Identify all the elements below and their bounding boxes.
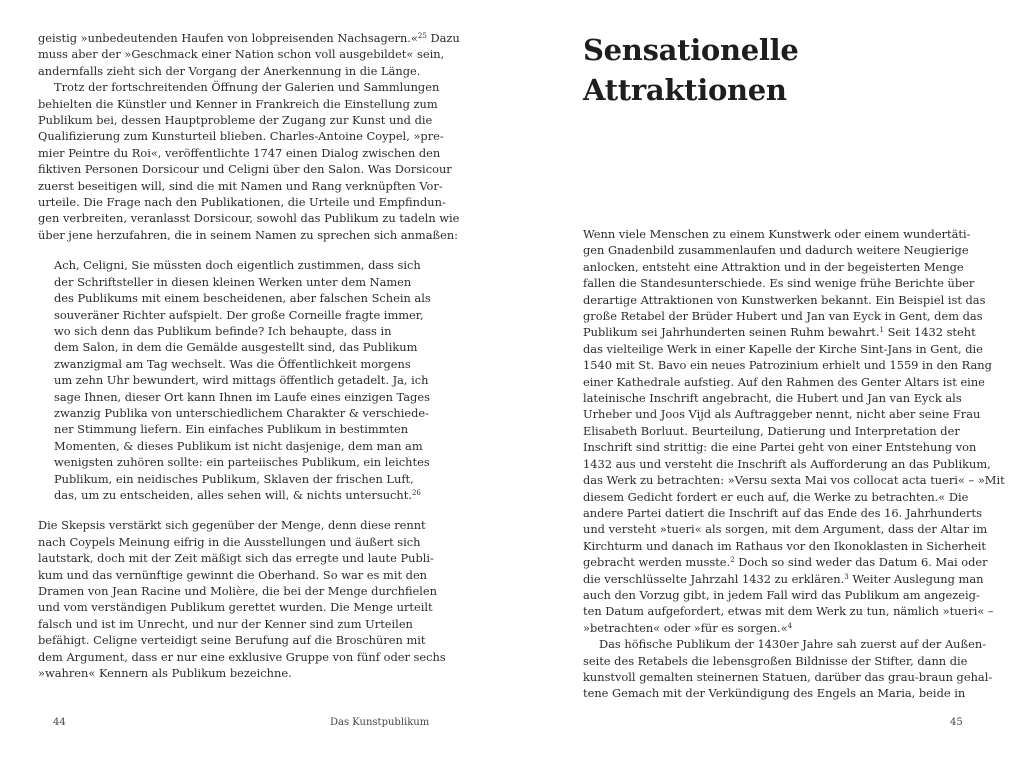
quote-line: der Schriftsteller in diesen kleinen Werken unter dem Namen — [54, 274, 412, 289]
text-line: »betrachten« oder »für es sorgen.«$^4$ — [583, 620, 793, 635]
right-body-text — [583, 226, 1005, 702]
text-line: das vielteilige Werk in einer Kapelle der Kirche Sint-Jans in Gent, die — [583, 341, 983, 356]
text-line: auch den Vorzug gibt, in jedem Fall wird das Publikum am angezeig- — [583, 587, 980, 602]
text-line: Inschrift sind strittig: die eine Partei geht von einer Entstehung von — [583, 440, 977, 455]
footnote-ref[interactable]: 2 — [730, 556, 735, 565]
text-line: tene Gemach mit der Verkündigung des Engels an Maria, beide in — [583, 686, 966, 701]
text-line: lateinische Inschrift angebracht, die Hubert und Jan van Eyck als — [583, 391, 962, 406]
footnote-ref[interactable]: 26 — [411, 488, 421, 497]
text-line: andernfalls zieht sich der Vorgang der Anerkennung in die Länge. — [38, 63, 421, 78]
text-line: Elisabeth Borluut. Beurteilung, Datierung und Interpretation der — [583, 423, 960, 438]
text-line: gebracht werden musste.$^2$ Doch so sind weder das Datum 6. Mai oder — [583, 555, 988, 570]
chapter-title — [583, 30, 798, 110]
text-line: die verschlüsselte Jahrzahl 1432 zu erklären.$^3$ Weiter Auslegung man — [583, 571, 984, 586]
quote-line: des Publikums mit einem bescheidenen, aber falschen Schein als — [54, 291, 431, 306]
text-line: und vom verständigen Publikum gerettet wurden. Die Menge urteilt — [38, 600, 433, 615]
text-line: falsch und ist im Unrecht, und nur der Kenner sind zum Urteilen — [38, 616, 413, 631]
text-line: Wenn viele Menschen zu einem Kunstwerk oder einem wundertäti- — [583, 227, 971, 241]
text-line: zuerst beseitigen will, sind die mit Namen und Rang verknüpften Vor- — [38, 178, 443, 193]
footnote-ref[interactable]: 3 — [844, 572, 849, 581]
quote-line: Momenten, & dieses Publikum ist nicht dasjenige, dem man am — [54, 438, 423, 453]
left-body-text — [38, 30, 460, 681]
text-line: kunstvoll gemalten steinernen Statuen, darüber das grau-braun gehal- — [583, 669, 993, 684]
quote-line: zwanzig Publika von unterschiedlichem Charakter & verschiede- — [54, 405, 429, 420]
text-line: Urheber und Joos Vijd als Auftraggeber nennt, nicht aber seine Frau — [583, 407, 981, 422]
text-line: 1540 mit St. Bavo ein neues Patrozinium erhielt und 1559 in den Rang — [583, 358, 992, 373]
paragraph-gap — [38, 243, 438, 257]
text-line: fiktiven Personen Dorsicour und Celigni über den Salon. Was Dorsicour — [38, 162, 452, 177]
quote-line: ner Stimmung liefern. Ein einfaches Publikum in bestimmten — [54, 422, 409, 437]
text-line: große Retabel der Brüder Hubert und Jan van Eyck in Gent, dem das — [583, 309, 983, 324]
block-quote — [38, 257, 438, 503]
text-line: das Werk zu betrachten: »Versu sexta Mai vos collocat acta tueri« – »Mit — [583, 473, 1005, 488]
quote-line: sage Ihnen, dieser Ort kann Ihnen im Laufe eines einzigen Tages — [54, 389, 430, 404]
footnote-ref[interactable]: 4 — [787, 621, 793, 630]
footnote-ref[interactable]: 25 — [417, 32, 427, 40]
text-line: kum und das vernünftige gewinnt die Oberhand. So war es mit den — [38, 567, 428, 582]
text-line: mier Peintre du Roi«, veröffentlichte 1747 einen Dialog zwischen den — [38, 145, 441, 160]
text-line: Das höfische Publikum der 1430er Jahre sah zuerst auf der Außen- — [599, 637, 987, 652]
text-line: Dramen von Jean Racine und Molière, die bei der Menge durchfielen — [38, 584, 438, 598]
page-number: 45 — [950, 717, 963, 728]
text-line: gen Gnadenbild zusammenlaufen und dadurch weitere Neugierige — [583, 243, 969, 258]
chapter-title-line: Sensationelle — [583, 33, 799, 67]
text-line: einer Kathedrale aufstieg. Auf den Rahmen des Genter Altars ist eine — [583, 374, 985, 389]
quote-line: wo sich denn das Publikum befinde? Ich behaupte, dass in — [54, 323, 392, 338]
quote-line: souveräner Richter aufspielt. Der große Corneille fragte immer, — [54, 307, 424, 322]
paragraph-gap — [38, 503, 438, 517]
chapter-title-line: Attraktionen — [583, 73, 787, 107]
text-line: ten Datum aufgefordert, etwas mit dem Werk zu tun, nämlich »tueri« – — [583, 604, 994, 619]
text-line: Trotz der fortschreitenden Öffnung der Galerien und Sammlungen — [54, 80, 440, 95]
text-line: seite des Retabels die lebensgroßen Bildnisse der Stifter, dann die — [583, 653, 968, 668]
text-line: Qualifizierung zum Kunsturteil blieben. Charles-Antoine Coypel, »pre- — [38, 129, 444, 144]
text-line: fallen die Standesunterschiede. Es sind wenige frühe Berichte über — [583, 276, 975, 291]
footnote-ref[interactable]: 1 — [879, 326, 884, 335]
text-line: anlocken, entsteht eine Attraktion und in der begeisterten Menge — [583, 259, 964, 274]
text-line: über jene herzufahren, die in seinem Namen zu sprechen sich anmaßen: — [38, 227, 459, 242]
text-line: befähigt. Celigne verteidigt seine Berufung auf die Broschüren mit — [38, 633, 426, 648]
text-line: Publikum bei, dessen Hauptprobleme der Zugang zur Kunst und die — [38, 113, 433, 128]
quote-line: um zehn Uhr bewundert, wird mittags öffentlich getadelt. Ja, ich — [54, 373, 429, 388]
text-line: geistig »unbedeutenden Haufen von lobpreisenden Nachsagern.«$^{25}$ Dazu — [38, 31, 460, 45]
quote-line: zwanzigmal am Tag wechselt. Was die Öffentlichkeit morgens — [54, 356, 411, 371]
quote-line: wenigsten zuhören sollte: ein parteiisches Publikum, ein leichtes — [54, 455, 430, 470]
running-head: Das Kunstpublikum — [330, 717, 430, 728]
text-line: muss aber der »Geschmack einer Nation schon voll ausgebildet« sein, — [38, 47, 445, 62]
page-number: 44 — [53, 717, 66, 728]
quote-line: das, um zu entscheiden, alles sehen will, & nichts untersucht.$^{26}$ — [54, 487, 421, 502]
text-line: diesem Gedicht fordert er euch auf, die Werke zu betrachten.« Die — [583, 489, 969, 504]
text-line: Kirchturm und danach im Rathaus vor den Ikonoklasten in Sicherheit — [583, 538, 986, 553]
quote-line: Publikum, ein neidisches Publikum, Sklaven der frischen Luft, — [54, 471, 414, 486]
text-line: 1432 aus und versteht die Inschrift als Aufforderung an das Publikum, — [583, 456, 991, 471]
text-line: urteile. Die Frage nach den Publikationen, die Urteile und Empfindun- — [38, 195, 446, 210]
text-line: gen verbreiten, veranlasst Dorsicour, sowohl das Publikum zu tadeln wie — [38, 211, 460, 226]
text-line: andere Partei datiert die Inschrift auf das Ende des 16. Jahrhunderts — [583, 505, 982, 520]
text-line: lautstark, doch mit der Zeit mäßigt sich das erregte und laute Publi- — [38, 551, 434, 566]
text-line: derartige Attraktionen von Kunstwerken bekannt. Ein Beispiel ist das — [583, 292, 986, 307]
text-line: behielten die Künstler und Kenner in Frankreich die Einstellung zum — [38, 96, 438, 111]
text-line: Publikum sei Jahrhunderten seinen Ruhm bewahrt.$^1$ Seit 1432 steht — [583, 325, 976, 340]
text-line: Die Skepsis verstärkt sich gegenüber der Menge, denn diese rennt — [38, 518, 426, 533]
text-line: nach Coypels Meinung eifrig in die Ausstellungen und äußert sich — [38, 534, 421, 549]
text-line: dem Argument, dass er nur eine exklusive Gruppe von fünf oder sechs — [38, 649, 446, 664]
quote-line: Ach, Celigni, Sie müssten doch eigentlich zustimmen, dass sich — [54, 258, 421, 273]
text-line: »wahren« Kennern als Publikum bezeichne. — [38, 666, 292, 681]
text-line: und versteht »tueri« als sorgen, mit dem Argument, dass der Altar im — [583, 522, 988, 537]
quote-line: dem Salon, in dem die Gemälde ausgestellt sind, das Publikum — [54, 340, 418, 355]
